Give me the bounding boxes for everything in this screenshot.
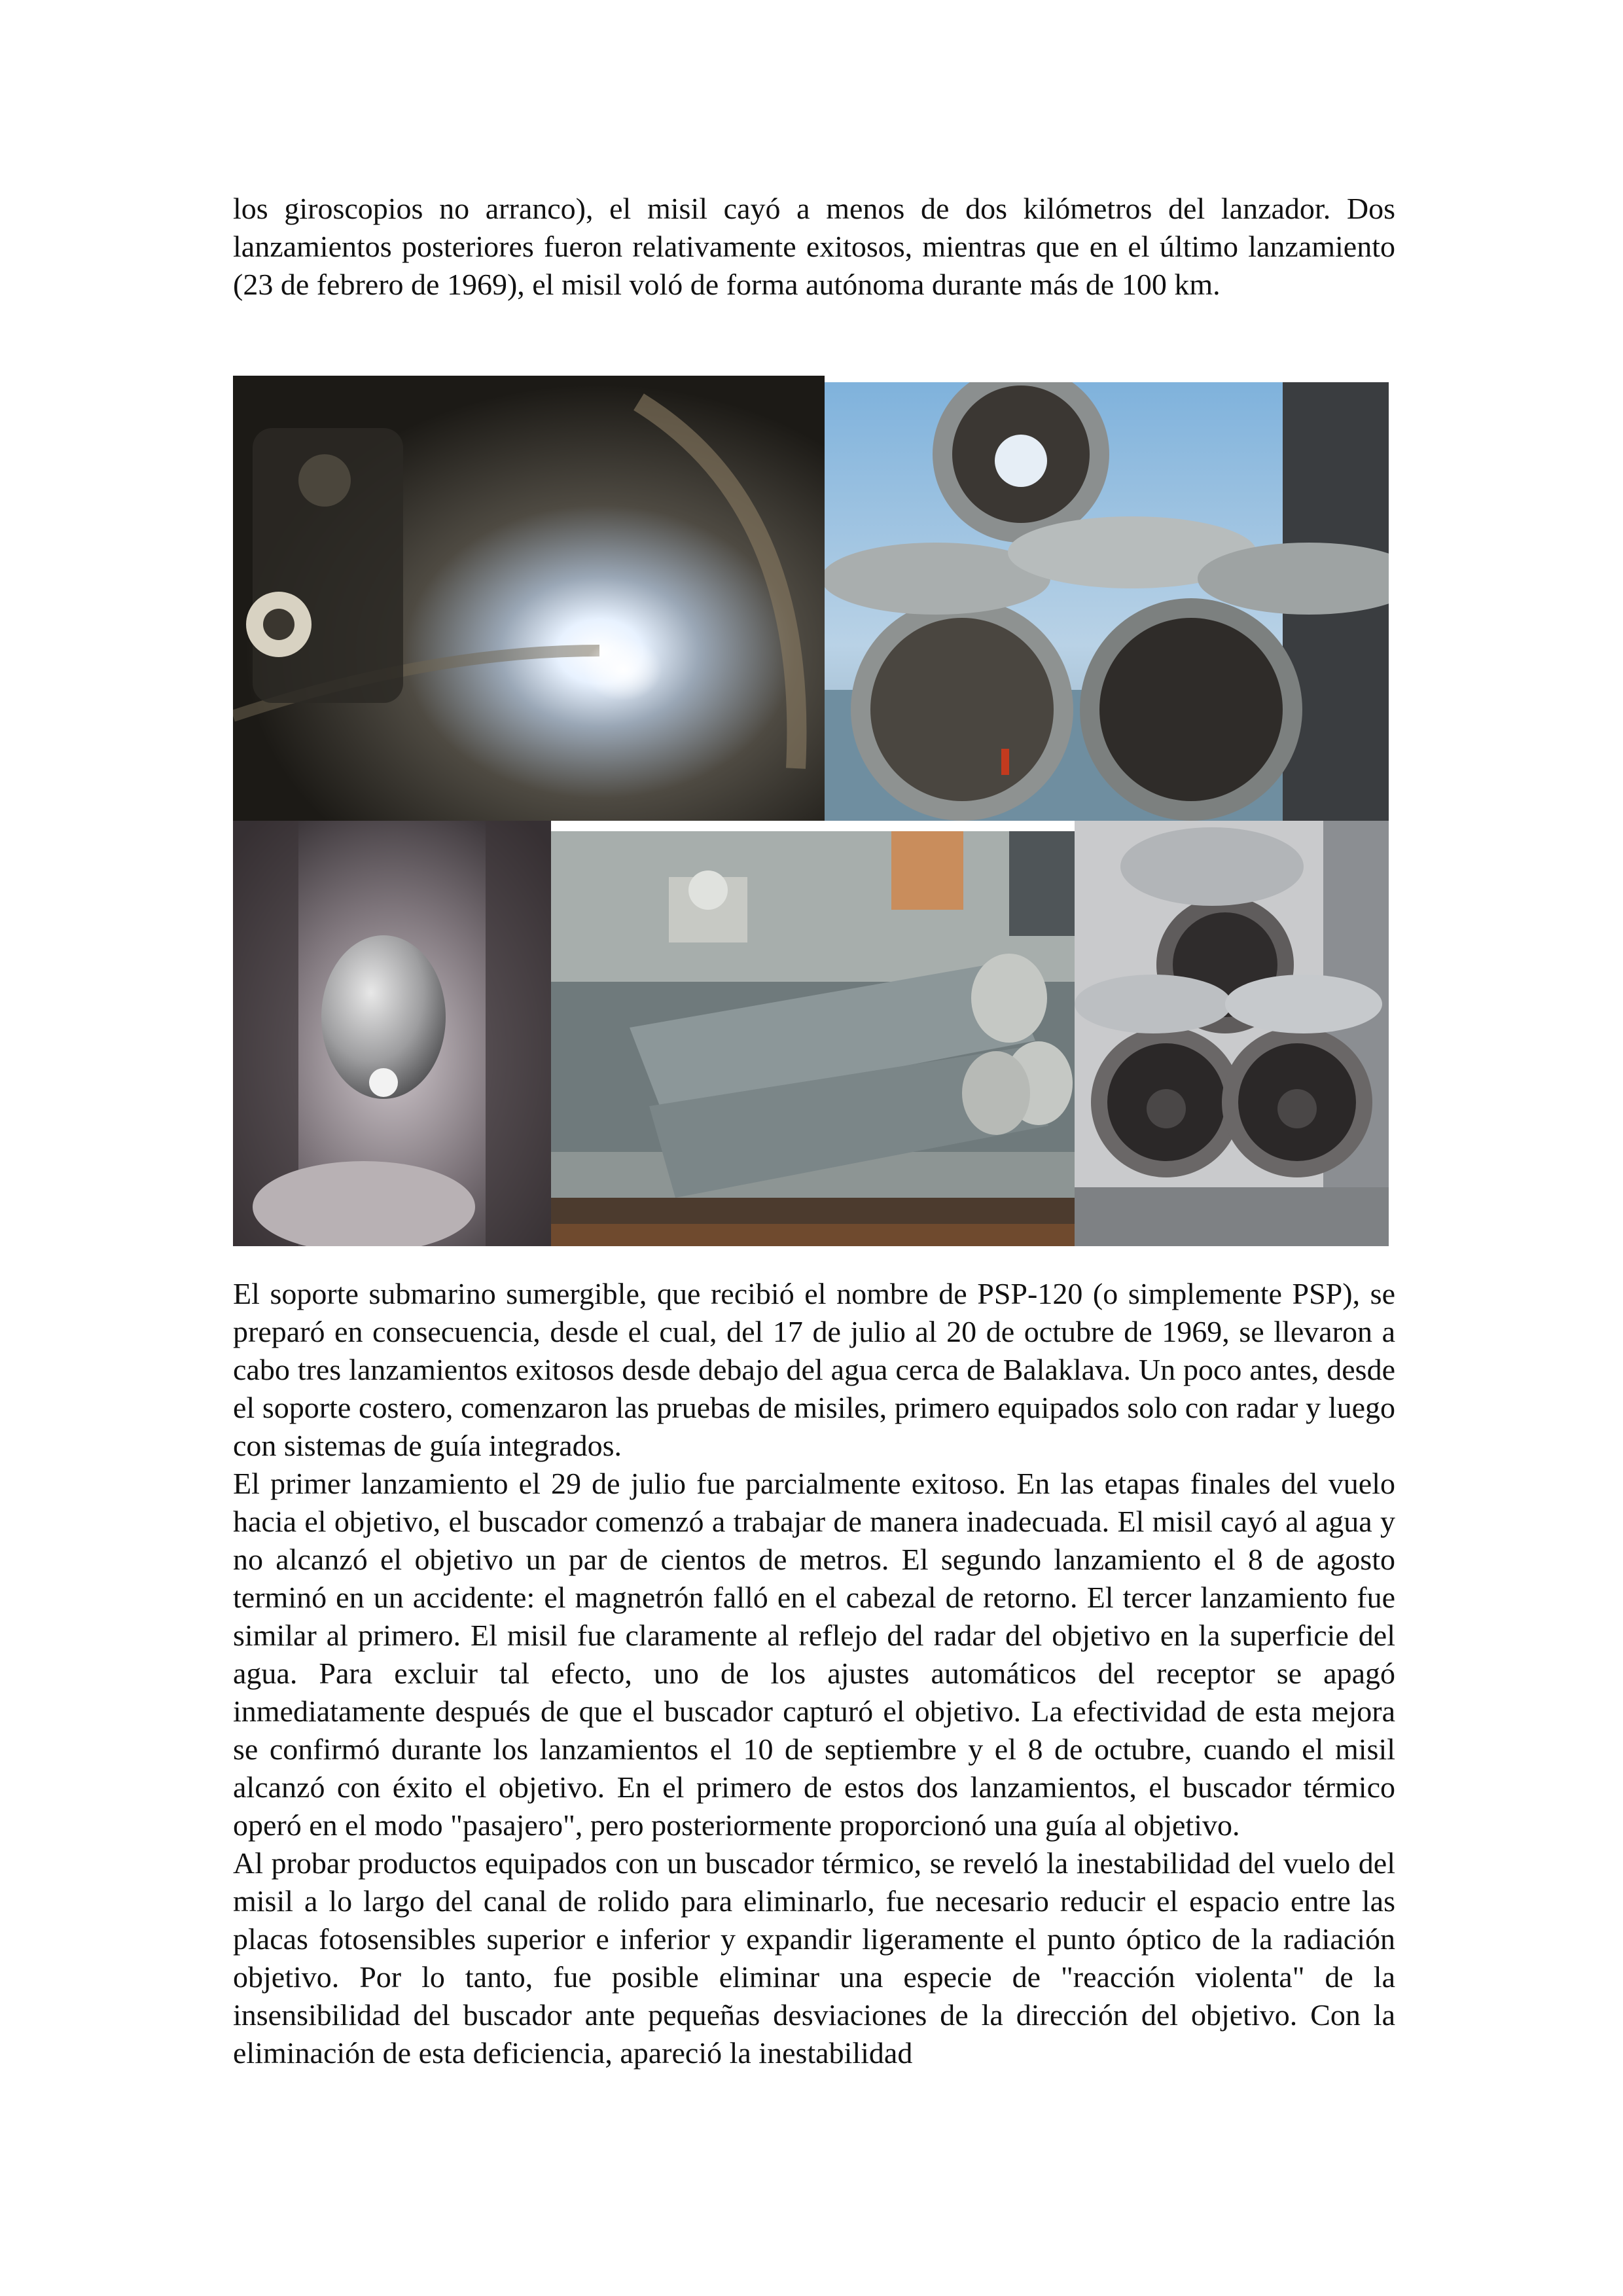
body-paragraph: El soporte submarino sumergible, que recibió el nombre de PSP-120 (o simplemente PSP), se preparó en consecuencia, desde el cual, del 17 de julio al 20 de octubre de 1969, se llevaron a cabo tres lanzamientos exitosos desde debajo del agua cerca de Balaklava. Un poco antes, desde el soporte costero, comenzaron las pruebas de misiles, primero equipados solo con radar y luego con sistemas de guía integrados. [233, 1277, 1395, 1462]
photo-launch-tube-interior [233, 376, 825, 821]
photo-open-hatches [1075, 821, 1389, 1246]
intro-paragraph: los giroscopios no arranco), el misil cayó a menos de dos kilómetros del lanzador. Dos lanzamientos posteriores fueron relativamente exitosos, mientras que en el último lanzamiento (23 de febrero de 1969), el misil voló de forma autónoma durante más de 100 km. [233, 192, 1395, 301]
body-paragraph: Al probar productos equipados con un buscador térmico, se reveló la inestabilidad del vuelo del misil a lo largo del canal de rolido para eliminarlo, fue necesario reducir el espacio entre las placas fotosensibles superior e inferior y expandir ligeramente el punto óptico de la radiación objetivo. Por lo tanto, fue posible eliminar una especie de "reacción violenta" de la insensibilidad del buscador ante pequeñas desviaciones de la dirección del objetivo. Con la eliminación de esta deficiencia, apareció la inestabilidad [233, 1846, 1395, 2070]
photo-missile-nose-cone [233, 821, 551, 1246]
body-paragraph: El primer lanzamiento el 29 de julio fue parcialmente exitoso. En las etapas finales del vuelo hacia el objetivo, el buscador comenzó a trabajar de manera inadecuada. El misil cayó al agua y no alcanzó el objetivo un par de cientos de metros. El segundo lanzamiento el 8 de agosto terminó en un accidente: el magnetrón falló en el cabezal de retorno. El tercer lanzamiento fue similar al primero. El misil fue claramente al reflejo del radar del objetivo en la superficie del agua. Para excluir tal efecto, uno de los ajustes automáticos del receptor se apagó inmediatamente después de que el buscador capturó el objetivo. La efectividad de esta mejora se confirmó durante los lanzamientos el 10 de septiembre y el 8 de octubre, cuando el misil alcanzó con éxito el objetivo. En el primero de estos dos lanzamientos, el buscador térmico operó en el modo "pasajero", pero posteriormente proporcionó una guía al objetivo. [233, 1467, 1395, 1842]
photo-open-launch-containers [825, 382, 1389, 821]
body-text [233, 1275, 1395, 2072]
photo-ship-launch-containers [551, 831, 1075, 1246]
